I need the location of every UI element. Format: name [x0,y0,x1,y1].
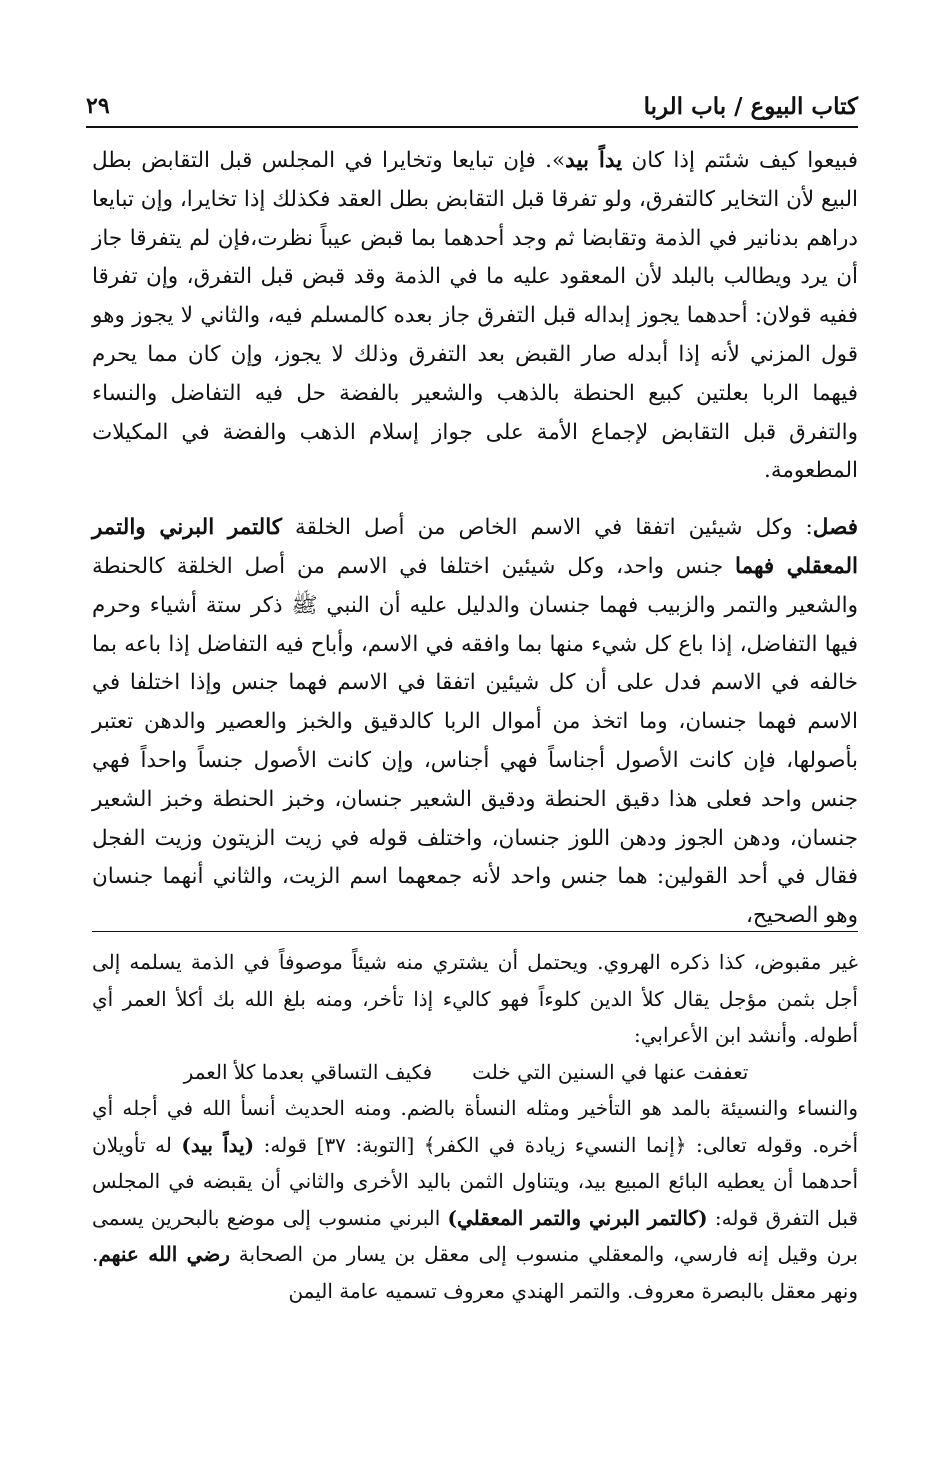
note-2 [92,1090,858,1309]
page-header [86,86,858,128]
paragraph-1 [92,142,858,491]
n2-text-g: . ونهر معقل بالبصرة معروف. والتمر الهندي معروف تسميه عامة اليمن [92,1242,858,1303]
n2-text-e: البرني منسوب إلى موضع بالبحرين يسمى برن وقيل إنه فارسي، والمعقلي منسوب إلى معقل بن يسار من الصحابة [92,1205,858,1266]
page-number: ٢٩ [86,93,110,119]
verse-second-hemistich: فكيف التساقي بعدما كلأ العمر [183,1059,433,1084]
n2-text-a: والنساء والنسيئة بالمد هو التأخير ومثله النسأة بالضم. ومنه الحديث أنسأ الله في أجله أي أخره. وقوله تعالى: ﴿إنما النسيء زيادة في الكفر﴾ [التوبة: ٣٧] قوله: [92,1096,859,1157]
paragraph-2 [92,509,858,936]
p2-bold-dates: كالتمر البرني والتمر المعقلي فهما [92,515,858,579]
p1-text-a: فبيعوا كيف شئتم إذا كان [622,148,858,173]
footnote-separator [92,931,858,932]
n2-bold-radiya: رضي الله عنهم [98,1242,230,1266]
p1-bold-yadan-biyad: يداً بيد [565,148,623,173]
main-text [92,142,858,936]
running-title: كتاب البيوع / باب الربا [643,92,858,120]
p1-text-c: ». فإن تبايعا وتخايرا في المجلس قبل التقابض بطل البيع لأن التخاير كالتفرق، ولو تفرقا قبل التقابض بطل العقد فكذلك إذا تخايرا، وإن تبايعا دراهم بدنانير في الذمة وتقابضا ثم وجد أحدهما بما قبض عيباً نظرت،فإن لم يتفرقا جاز أن يرد ويطالب بالبلد لأن المعقود عليه ما في الذمة وقد قبض قبل التفرق، وإن تفرقا ففيه قولان: أحدهما يجوز إبداله قبل التفرق جاز بعده كالمسلم فيه، والثاني لا يجوز وهو قول المزني لأنه إذا أبدله صار القبض بعد التفرق وذلك لا يجوز، وإن كان مما يحرم فيهما الربا بعلتين كبيع الحنطة بالذهب والشعير بالفضة حل فيه التفاضل والنساء والتفرق قبل التقابض لإجماع الأمة على جواز إسلام الذهب والفضة في المكيلات المطعومة. [92,148,858,484]
footnotes [92,944,858,1309]
poetry-verse [92,1054,858,1091]
n2-bold-yadan-biyad: (يداً بيد) [181,1132,255,1157]
n2-bold-dates: (كالتمر البرني والتمر المعقلي) [447,1205,708,1230]
n2-text-c: له تأويلان أحدهما أن يعطيه البائع المبيع بيد، ويتناول الثمن باليد الأخرى والثاني أن يقبضه في المجلس قبل التفرق قوله: [92,1132,858,1230]
note-1: غير مقبوض، كذا ذكره الهروي. ويحتمل أن يشتري منه شيئاً موصوفاً في الذمة يسلمه إلى أجل بثمن مؤجل يقال كلأ الدين كلوءاً فهو كاليء إذا تأخر، ومنه بلغ الله بك أكلأ العمر أي أطوله. وأنشد ابن الأعرابي: [92,950,858,1047]
verse-first-hemistich: تعففت عنها في السنين التي خلت [472,1059,749,1084]
p2-text-d: جنس واحد، وكل شيئين اختلفا في الاسم من أصل الخلقة كالحنطة والشعير والتمر والزبيب فهما جنسان والدليل عليه أن النبي ﷺ ذكر ستة أشياء وحرم فيها التفاضل، إذا باع كل شيء منها بما وافقه في الاسم، وأباح فيه التفاضل إذا باعه بما خالفه في الاسم فدل على أن كل شيئين اتفقا في الاسم فهما جنس وإذا اختلفا في الاسم فهما جنسان، وما اتخذ من أموال الربا كالدقيق والخبز والعصير والدهن تعتبر بأصولها، فإن كانت الأصول أجناساً فهي أجناس، وإن كانت الأصول جنساً واحداً فهي جنس واحد فعلى هذا دقيق الحنطة ودقيق الشعير جنسان، وخبز الحنطة وخبز الشعير جنسان، ودهن الجوز ودهن اللوز جنسان، واختلف قوله في زيت الزيتون وزيت الفجل فقال في أحد القولين: هما جنس واحد لأنه جمعهما اسم الزيت، والثاني أنهما جنسان وهو الصحيح، [92,553,858,929]
fasl-heading: فصل [812,515,858,541]
p2-text-b: : وكل شيئين اتفقا في الاسم الخاص من أصل الخلقة [282,515,813,541]
